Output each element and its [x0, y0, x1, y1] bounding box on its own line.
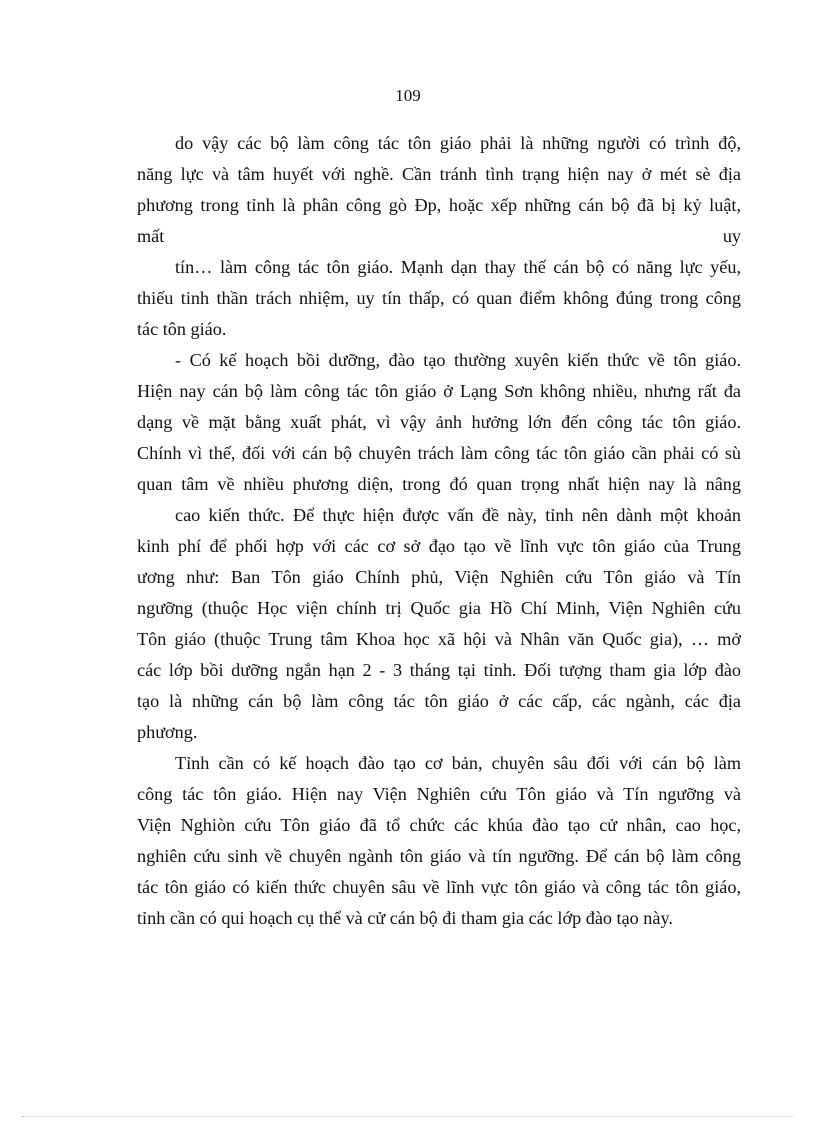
text-line: tỉnh cần có qui hoạch cụ thể và cử cán bộ đi tham gia các lớp đào tạo này. [137, 908, 673, 928]
body-text [137, 128, 741, 934]
text-line: cao kiến thức. Để thực hiện được vấn đề này, tỉnh nên dành một khoản [175, 505, 741, 525]
text-line: Tôn giáo (thuộc Trung tâm Khoa học xã hội và Nhân văn Quốc gia), … mở [137, 629, 741, 649]
text-word: uy [722, 226, 741, 246]
text-line-split [137, 221, 741, 252]
text-line: Tỉnh cần có kế hoạch đào tạo cơ bản, chuyên sâu đối với cán bộ làm [175, 753, 741, 773]
text-line: tín… làm công tác tôn giáo. Mạnh dạn thay thế cán bộ có năng lực yếu, [175, 257, 741, 277]
text-line: - Có kế hoạch bồi dưỡng, đào tạo thường xuyên kiến thức về tôn giáo. [175, 350, 741, 370]
text-line: Hiện nay cán bộ làm công tác tôn giáo ở Lạng Sơn không nhiều, nhưng rất đa [137, 381, 741, 401]
text-line: Chính vì thế, đối với cán bộ chuyên trách làm công tác tôn giáo cần phải có sù [137, 443, 741, 463]
text-line: phương trong tỉnh là phân công gò Đp, hoặc xếp những cán bộ đã bị kỷ luật, [137, 195, 741, 215]
text-line: ngưỡng (thuộc Học viện chính trị Quốc gia Hồ Chí Minh, Viện Nghiên cứu [137, 598, 741, 618]
text-line: do vậy các bộ làm công tác tôn giáo phải là những người có trình độ, [175, 133, 741, 153]
text-line: công tác tôn giáo. Hiện nay Viện Nghiên cứu Tôn giáo và Tín ngưỡng và [137, 784, 741, 804]
text-word: mất [137, 226, 165, 246]
text-line: thiếu tinh thần trách nhiệm, uy tín thấp, có quan điểm không đúng trong công [137, 288, 741, 308]
text-line: tác tôn giáo có kiến thức chuyên sâu về lĩnh vực tôn giáo và công tác tôn giáo, [137, 877, 741, 897]
text-line: ương như: Ban Tôn giáo Chính phủ, Viện Nghiên cứu Tôn giáo và Tín [137, 567, 741, 587]
text-line: Viện Nghiòn cứu Tôn giáo đã tổ chức các khúa đào tạo cử nhân, cao học, [137, 815, 741, 835]
text-line: năng lực và tâm huyết với nghề. Cần tránh tình trạng hiện nay ở mét sè địa [137, 164, 741, 184]
text-line: kinh phí để phối hợp với các cơ sở đạo tạo về lĩnh vực tôn giáo của Trung [137, 536, 741, 556]
text-line: các lớp bồi dưỡng ngắn hạn 2 - 3 tháng tại tỉnh. Đối tượng tham gia lớp đào [137, 660, 741, 680]
page-number: 109 [395, 86, 421, 105]
text-line: tác tôn giáo. [137, 319, 227, 339]
text-line: quan tâm về nhiều phương diện, trong đó quan trọng nhất hiện nay là nâng [137, 474, 741, 494]
text-line: phương. [137, 722, 198, 742]
text-line: tạo là những cán bộ làm công tác tôn giáo ở các cấp, các ngành, các địa [137, 691, 741, 711]
bottom-dotted-rule [22, 1116, 794, 1117]
text-line: nghiên cứu sinh về chuyên ngành tôn giáo và tín ngưỡng. Để cán bộ làm công [137, 846, 741, 866]
text-line: dạng về mặt bằng xuất phát, vì vậy ảnh hưởng lớn đến công tác tôn giáo. [137, 412, 741, 432]
